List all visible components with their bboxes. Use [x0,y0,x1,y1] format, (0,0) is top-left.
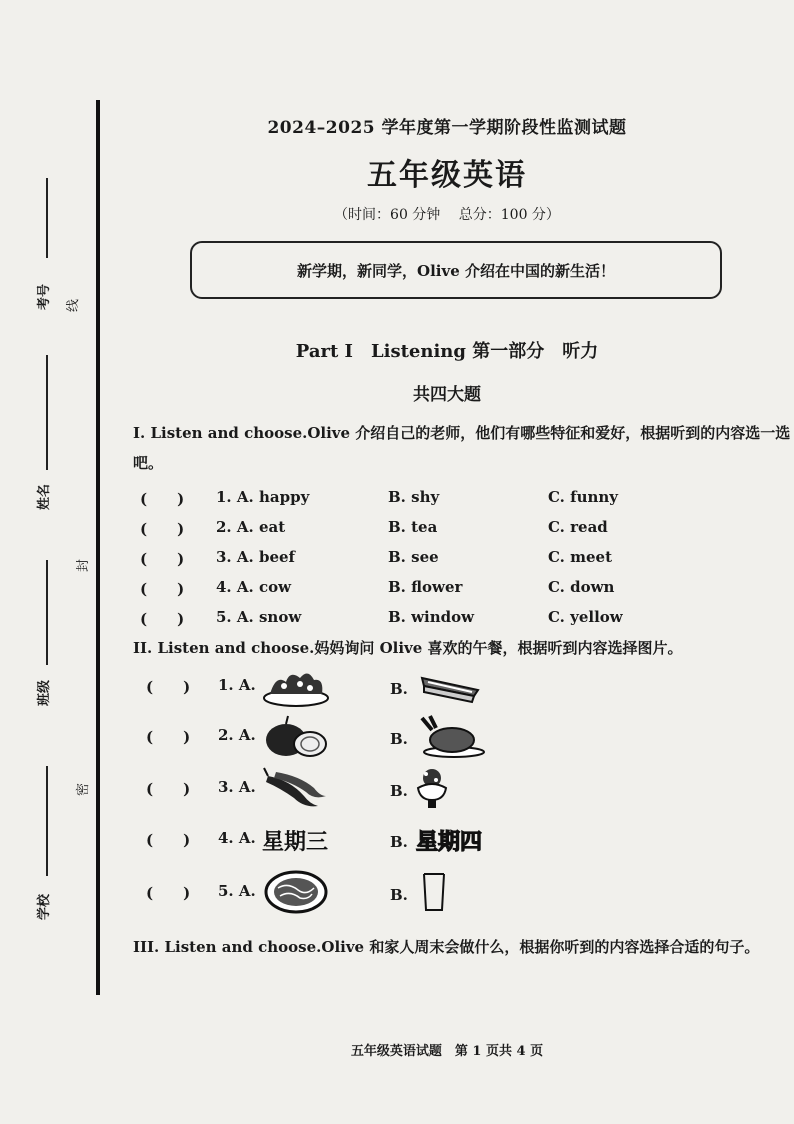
salad-icon [260,664,332,708]
exam-main-title: 五年级英语 [367,158,527,193]
answer-blank[interactable]: ( ) [146,780,191,798]
option-a-label: 4. A. [218,829,256,847]
option-b: B. tea [388,518,438,536]
section3-instruction: III. Listen and choose.Olive 和家人周末会做什么，根据你听到的内容选择合适的句子。 [133,938,760,956]
margin-mark-line: 线 [66,298,81,312]
option-a-label: 1. A. [218,676,256,694]
margin-label-name: 姓名 [37,483,52,510]
onion-icon [260,714,332,758]
section2-question [140,664,790,708]
option-b: B. flower [388,578,463,596]
margin-label-class: 班级 [37,679,52,706]
option-b-label: B. [390,886,408,904]
ice-cream-icon [414,766,486,810]
noodles-icon [260,870,332,914]
margin-label-school: 学校 [37,893,52,920]
option-a: 2. A. eat [216,518,286,536]
answer-blank[interactable]: ( ) [146,884,191,902]
part-subtitle: 共四大题 [413,385,481,405]
binding-margin [0,0,100,1124]
margin-line-class [46,560,48,665]
option-b-label: B. [390,680,408,698]
option-b: B. shy [388,488,440,506]
margin-line-name [46,355,48,470]
margin-mark-secret: 密 [76,782,91,796]
section1-instruction: I. Listen and choose.Olive 介绍自己的老师，他们有哪些特征和爱好，根据听到的内容选一选吧。 [133,424,791,472]
option-c: C. meet [548,548,613,566]
answer-blank[interactable]: ( ) [140,490,185,508]
section1-question [140,608,790,634]
exam-year-title: 2024–2025 学年度第一学期阶段性监测试题 [267,118,627,138]
option-b-label: B. [390,730,408,748]
theme-banner [190,241,722,299]
option-b: B. window [388,608,475,626]
option-a-label: 2. A. [218,726,256,744]
answer-blank[interactable]: ( ) [140,550,185,568]
section1-question [140,518,790,544]
roast-chicken-icon [414,714,486,758]
section1-question [140,488,790,514]
answer-blank[interactable]: ( ) [140,610,185,628]
option-a: 5. A. snow [216,608,302,626]
margin-line-exam-no [46,178,48,258]
answer-blank[interactable]: ( ) [146,678,191,696]
margin-mark-seal: 封 [76,558,91,572]
section1-question [140,578,790,604]
section2-question [140,817,790,861]
answer-blank[interactable]: ( ) [146,728,191,746]
option-c: C. funny [548,488,619,506]
section2-question [140,714,790,758]
section2-instruction: II. Listen and choose.妈妈询问 Olive 喜欢的午餐，根据听到内容选择图片。 [133,639,683,657]
option-a: 3. A. beef [216,548,295,566]
option-a: 1. A. happy [216,488,310,506]
section2-question [140,870,790,914]
thursday-icon [414,817,486,861]
chili-pepper-icon [260,766,332,810]
wednesday-icon [260,817,332,861]
answer-blank[interactable]: ( ) [146,831,191,849]
section1-question [140,548,790,574]
section2-question [140,766,790,810]
glass-icon [414,870,486,914]
option-a-label: 5. A. [218,882,256,900]
answer-blank[interactable]: ( ) [140,520,185,538]
margin-label-exam-no: 考号 [37,283,52,310]
option-c: C. down [548,578,615,596]
part-title: Part I Listening 第一部分 听力 [295,341,599,362]
option-b-label: B. [390,833,408,851]
exam-time-score: （时间：60 分钟 总分：100 分） [334,207,560,223]
option-b-label: B. [390,782,408,800]
sandwich-icon [414,664,486,708]
thursday-text: 星期四 [416,830,483,855]
option-a: 4. A. cow [216,578,292,596]
option-c: C. read [548,518,608,536]
wednesday-text: 星期三 [262,830,329,855]
theme-banner-text: 新学期，新同学，Olive 介绍在中国的新生活！ [297,261,615,280]
answer-blank[interactable]: ( ) [140,580,185,598]
option-c: C. yellow [548,608,623,626]
binding-rule [96,100,100,995]
option-b: B. see [388,548,439,566]
page-footer: 五年级英语试题 第 1 页共 4 页 [350,1044,544,1059]
margin-line-school [46,766,48,876]
option-a-label: 3. A. [218,778,256,796]
